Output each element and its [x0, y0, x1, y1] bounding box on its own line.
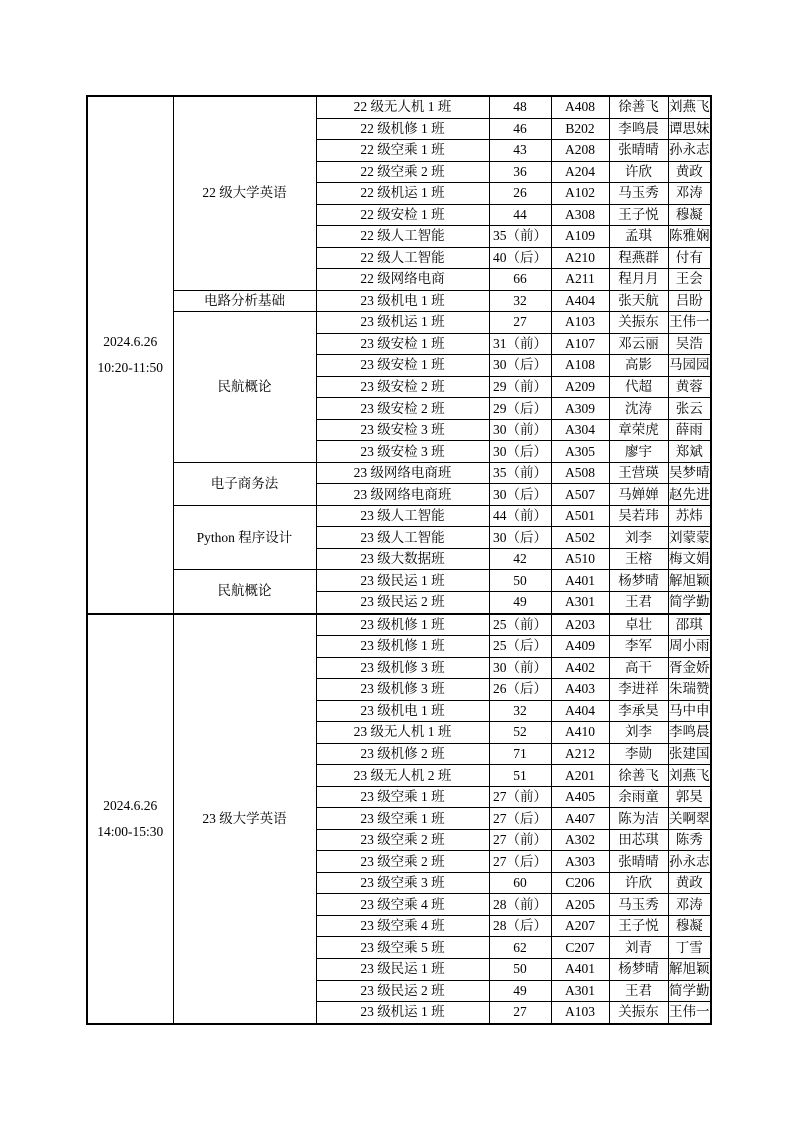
- proctor2-cell: 赵先进: [668, 484, 711, 506]
- room-cell: A209: [551, 376, 609, 398]
- proctor1-cell: 马婵婵: [609, 484, 668, 506]
- table-row: [87, 96, 711, 118]
- class-cell: 23 级空乘 2 班: [316, 829, 489, 851]
- student-count-cell: 40（后）: [489, 247, 551, 269]
- room-cell: A107: [551, 333, 609, 355]
- student-count-cell: 25（后）: [489, 636, 551, 658]
- room-cell: C207: [551, 937, 609, 959]
- student-count-cell: 49: [489, 591, 551, 613]
- room-cell: A408: [551, 96, 609, 118]
- proctor2-cell: 郑斌: [668, 441, 711, 463]
- proctor1-cell: 廖宇: [609, 441, 668, 463]
- proctor1-cell: 沈涛: [609, 398, 668, 420]
- proctor1-cell: 李鸣晨: [609, 118, 668, 140]
- room-cell: A210: [551, 247, 609, 269]
- room-cell: A305: [551, 441, 609, 463]
- student-count-cell: 30（前）: [489, 419, 551, 441]
- proctor1-cell: 张晴晴: [609, 851, 668, 873]
- room-cell: A108: [551, 355, 609, 377]
- exam-schedule-page: [86, 95, 712, 1025]
- class-cell: 23 级安检 3 班: [316, 441, 489, 463]
- student-count-cell: 42: [489, 548, 551, 570]
- student-count-cell: 29（前）: [489, 376, 551, 398]
- room-cell: A510: [551, 548, 609, 570]
- student-count-cell: 30（后）: [489, 527, 551, 549]
- proctor1-cell: 陈为洁: [609, 808, 668, 830]
- class-cell: 22 级人工智能: [316, 247, 489, 269]
- subject-cell: 22 级大学英语: [173, 96, 316, 290]
- class-cell: 23 级机修 1 班: [316, 636, 489, 658]
- proctor2-cell: 解旭颖: [668, 570, 711, 592]
- proctor1-cell: 李勋: [609, 743, 668, 765]
- student-count-cell: 66: [489, 269, 551, 291]
- class-cell: 23 级人工智能: [316, 527, 489, 549]
- room-cell: A404: [551, 290, 609, 312]
- room-cell: A309: [551, 398, 609, 420]
- student-count-cell: 27（前）: [489, 786, 551, 808]
- proctor2-cell: 吴梦晴: [668, 462, 711, 484]
- exam-date-cell: [87, 96, 173, 614]
- exam-time: 10:20-11:50: [97, 359, 163, 375]
- proctor1-cell: 刘李: [609, 722, 668, 744]
- class-cell: 23 级机修 2 班: [316, 743, 489, 765]
- proctor2-cell: 邓涛: [668, 894, 711, 916]
- student-count-cell: 52: [489, 722, 551, 744]
- room-cell: A502: [551, 527, 609, 549]
- room-cell: B202: [551, 118, 609, 140]
- room-cell: A301: [551, 980, 609, 1002]
- proctor1-cell: 刘李: [609, 527, 668, 549]
- proctor2-cell: 简学勤: [668, 591, 711, 613]
- student-count-cell: 27: [489, 1002, 551, 1024]
- subject-cell: 电子商务法: [173, 462, 316, 505]
- class-cell: 23 级机电 1 班: [316, 700, 489, 722]
- proctor1-cell: 关振东: [609, 312, 668, 334]
- proctor2-cell: 王会: [668, 269, 711, 291]
- proctor2-cell: 陈秀: [668, 829, 711, 851]
- proctor1-cell: 许欣: [609, 872, 668, 894]
- class-cell: 23 级民运 1 班: [316, 570, 489, 592]
- proctor2-cell: 张建国: [668, 743, 711, 765]
- class-cell: 23 级安检 1 班: [316, 333, 489, 355]
- student-count-cell: 44（前）: [489, 505, 551, 527]
- room-cell: A203: [551, 614, 609, 636]
- class-cell: 23 级机运 1 班: [316, 1002, 489, 1024]
- class-cell: 22 级空乘 1 班: [316, 140, 489, 162]
- class-cell: 23 级机运 1 班: [316, 312, 489, 334]
- class-cell: 22 级无人机 1 班: [316, 96, 489, 118]
- proctor1-cell: 关振东: [609, 1002, 668, 1024]
- proctor2-cell: 梅文娟: [668, 548, 711, 570]
- student-count-cell: 50: [489, 570, 551, 592]
- student-count-cell: 62: [489, 937, 551, 959]
- exam-date-cell: [87, 614, 173, 1024]
- proctor2-cell: 周小雨: [668, 636, 711, 658]
- proctor1-cell: 张晴晴: [609, 140, 668, 162]
- proctor2-cell: 陈雅娴: [668, 226, 711, 248]
- proctor1-cell: 孟琪: [609, 226, 668, 248]
- room-cell: A508: [551, 462, 609, 484]
- room-cell: A304: [551, 419, 609, 441]
- exam-time: 14:00-15:30: [97, 823, 164, 839]
- student-count-cell: 27（后）: [489, 851, 551, 873]
- class-cell: 22 级安检 1 班: [316, 204, 489, 226]
- proctor2-cell: 穆凝: [668, 915, 711, 937]
- proctor2-cell: 黄政: [668, 161, 711, 183]
- proctor1-cell: 马玉秀: [609, 183, 668, 205]
- student-count-cell: 35（前）: [489, 462, 551, 484]
- room-cell: A211: [551, 269, 609, 291]
- proctor2-cell: 关啊翠: [668, 808, 711, 830]
- table-row: [87, 570, 711, 592]
- proctor2-cell: 张云: [668, 398, 711, 420]
- proctor2-cell: 王伟一: [668, 1002, 711, 1024]
- subject-cell: Python 程序设计: [173, 505, 316, 570]
- class-cell: 23 级机修 3 班: [316, 657, 489, 679]
- student-count-cell: 35（前）: [489, 226, 551, 248]
- proctor1-cell: 章荣虎: [609, 419, 668, 441]
- room-cell: A501: [551, 505, 609, 527]
- proctor1-cell: 杨梦晴: [609, 959, 668, 981]
- class-cell: 23 级大数据班: [316, 548, 489, 570]
- class-cell: 23 级机修 1 班: [316, 614, 489, 636]
- room-cell: A205: [551, 894, 609, 916]
- class-cell: 23 级机电 1 班: [316, 290, 489, 312]
- proctor2-cell: 孙永志: [668, 851, 711, 873]
- room-cell: A404: [551, 700, 609, 722]
- proctor2-cell: 穆凝: [668, 204, 711, 226]
- proctor1-cell: 王子悦: [609, 915, 668, 937]
- student-count-cell: 25（前）: [489, 614, 551, 636]
- proctor2-cell: 解旭颖: [668, 959, 711, 981]
- room-cell: A302: [551, 829, 609, 851]
- class-cell: 23 级空乘 1 班: [316, 808, 489, 830]
- proctor1-cell: 李承昊: [609, 700, 668, 722]
- proctor1-cell: 杨梦晴: [609, 570, 668, 592]
- proctor1-cell: 王子悦: [609, 204, 668, 226]
- class-cell: 23 级民运 1 班: [316, 959, 489, 981]
- room-cell: A301: [551, 591, 609, 613]
- proctor2-cell: 丁雪: [668, 937, 711, 959]
- student-count-cell: 51: [489, 765, 551, 787]
- proctor2-cell: 吴浩: [668, 333, 711, 355]
- student-count-cell: 31（前）: [489, 333, 551, 355]
- class-cell: 23 级安检 2 班: [316, 376, 489, 398]
- proctor2-cell: 黄蓉: [668, 376, 711, 398]
- proctor2-cell: 孙永志: [668, 140, 711, 162]
- proctor1-cell: 李军: [609, 636, 668, 658]
- room-cell: A212: [551, 743, 609, 765]
- proctor1-cell: 程燕群: [609, 247, 668, 269]
- room-cell: A407: [551, 808, 609, 830]
- student-count-cell: 26: [489, 183, 551, 205]
- student-count-cell: 48: [489, 96, 551, 118]
- subject-cell: 民航概论: [173, 570, 316, 614]
- class-cell: 23 级人工智能: [316, 505, 489, 527]
- proctor2-cell: 王伟一: [668, 312, 711, 334]
- proctor1-cell: 邓云丽: [609, 333, 668, 355]
- class-cell: 22 级机运 1 班: [316, 183, 489, 205]
- student-count-cell: 50: [489, 959, 551, 981]
- class-cell: 23 级民运 2 班: [316, 980, 489, 1002]
- room-cell: A201: [551, 765, 609, 787]
- student-count-cell: 27（后）: [489, 808, 551, 830]
- class-cell: 23 级网络电商班: [316, 462, 489, 484]
- proctor2-cell: 薛雨: [668, 419, 711, 441]
- class-cell: 23 级空乘 2 班: [316, 851, 489, 873]
- room-cell: A507: [551, 484, 609, 506]
- table-row: [87, 290, 711, 312]
- student-count-cell: 27（前）: [489, 829, 551, 851]
- class-cell: 23 级空乘 5 班: [316, 937, 489, 959]
- room-cell: C206: [551, 872, 609, 894]
- exam-date: 2024.6.26: [103, 798, 158, 814]
- proctor1-cell: 高影: [609, 355, 668, 377]
- proctor1-cell: 张天航: [609, 290, 668, 312]
- proctor2-cell: 刘燕飞: [668, 765, 711, 787]
- proctor1-cell: 余雨童: [609, 786, 668, 808]
- proctor2-cell: 谭思妹: [668, 118, 711, 140]
- proctor1-cell: 卓壮: [609, 614, 668, 636]
- student-count-cell: 49: [489, 980, 551, 1002]
- room-cell: A103: [551, 312, 609, 334]
- student-count-cell: 30（后）: [489, 441, 551, 463]
- class-cell: 23 级安检 1 班: [316, 355, 489, 377]
- room-cell: A308: [551, 204, 609, 226]
- table-row: [87, 462, 711, 484]
- student-count-cell: 27: [489, 312, 551, 334]
- proctor2-cell: 邵琪: [668, 614, 711, 636]
- class-cell: 23 级无人机 2 班: [316, 765, 489, 787]
- class-cell: 23 级空乘 4 班: [316, 915, 489, 937]
- student-count-cell: 28（后）: [489, 915, 551, 937]
- room-cell: A204: [551, 161, 609, 183]
- subject-cell: 民航概论: [173, 312, 316, 463]
- class-cell: 22 级人工智能: [316, 226, 489, 248]
- room-cell: A109: [551, 226, 609, 248]
- proctor1-cell: 马玉秀: [609, 894, 668, 916]
- class-cell: 23 级民运 2 班: [316, 591, 489, 613]
- proctor1-cell: 田芯琪: [609, 829, 668, 851]
- room-cell: A102: [551, 183, 609, 205]
- table-row: [87, 312, 711, 334]
- student-count-cell: 30（后）: [489, 355, 551, 377]
- proctor2-cell: 刘蒙蒙: [668, 527, 711, 549]
- proctor2-cell: 马中申: [668, 700, 711, 722]
- exam-date: 2024.6.26: [103, 334, 158, 350]
- proctor2-cell: 郭昊: [668, 786, 711, 808]
- class-cell: 23 级机修 3 班: [316, 679, 489, 701]
- proctor1-cell: 王榕: [609, 548, 668, 570]
- proctor2-cell: 苏炜: [668, 505, 711, 527]
- proctor1-cell: 吴若玮: [609, 505, 668, 527]
- room-cell: A402: [551, 657, 609, 679]
- class-cell: 23 级空乘 4 班: [316, 894, 489, 916]
- class-cell: 23 级安检 3 班: [316, 419, 489, 441]
- room-cell: A409: [551, 636, 609, 658]
- class-cell: 23 级安检 2 班: [316, 398, 489, 420]
- class-cell: 22 级空乘 2 班: [316, 161, 489, 183]
- proctor1-cell: 王君: [609, 591, 668, 613]
- room-cell: A403: [551, 679, 609, 701]
- proctor2-cell: 简学勤: [668, 980, 711, 1002]
- class-cell: 23 级空乘 1 班: [316, 786, 489, 808]
- proctor1-cell: 刘青: [609, 937, 668, 959]
- student-count-cell: 32: [489, 700, 551, 722]
- student-count-cell: 28（前）: [489, 894, 551, 916]
- student-count-cell: 32: [489, 290, 551, 312]
- student-count-cell: 29（后）: [489, 398, 551, 420]
- class-cell: 22 级机修 1 班: [316, 118, 489, 140]
- class-cell: 22 级网络电商: [316, 269, 489, 291]
- class-cell: 23 级无人机 1 班: [316, 722, 489, 744]
- proctor1-cell: 徐善飞: [609, 96, 668, 118]
- proctor2-cell: 黄政: [668, 872, 711, 894]
- student-count-cell: 46: [489, 118, 551, 140]
- proctor1-cell: 程月月: [609, 269, 668, 291]
- student-count-cell: 43: [489, 140, 551, 162]
- proctor1-cell: 徐善飞: [609, 765, 668, 787]
- proctor1-cell: 高干: [609, 657, 668, 679]
- proctor2-cell: 李鸣晨: [668, 722, 711, 744]
- proctor1-cell: 李进祥: [609, 679, 668, 701]
- student-count-cell: 30（前）: [489, 657, 551, 679]
- exam-table-body: [87, 96, 711, 1024]
- proctor1-cell: 王君: [609, 980, 668, 1002]
- room-cell: A401: [551, 570, 609, 592]
- room-cell: A410: [551, 722, 609, 744]
- proctor1-cell: 代超: [609, 376, 668, 398]
- proctor2-cell: 邓涛: [668, 183, 711, 205]
- student-count-cell: 60: [489, 872, 551, 894]
- room-cell: A401: [551, 959, 609, 981]
- student-count-cell: 44: [489, 204, 551, 226]
- table-row: [87, 505, 711, 527]
- student-count-cell: 71: [489, 743, 551, 765]
- student-count-cell: 26（后）: [489, 679, 551, 701]
- room-cell: A303: [551, 851, 609, 873]
- proctor2-cell: 刘燕飞: [668, 96, 711, 118]
- proctor1-cell: 许欣: [609, 161, 668, 183]
- class-cell: 23 级空乘 3 班: [316, 872, 489, 894]
- exam-schedule-table: [86, 95, 712, 1025]
- class-cell: 23 级网络电商班: [316, 484, 489, 506]
- proctor1-cell: 王营瑛: [609, 462, 668, 484]
- student-count-cell: 30（后）: [489, 484, 551, 506]
- table-row: [87, 614, 711, 636]
- proctor2-cell: 吕盼: [668, 290, 711, 312]
- room-cell: A207: [551, 915, 609, 937]
- proctor2-cell: 付有: [668, 247, 711, 269]
- proctor2-cell: 胥金娇: [668, 657, 711, 679]
- proctor2-cell: 朱瑞赞: [668, 679, 711, 701]
- proctor2-cell: 马园园: [668, 355, 711, 377]
- subject-cell: 23 级大学英语: [173, 614, 316, 1024]
- room-cell: A208: [551, 140, 609, 162]
- room-cell: A103: [551, 1002, 609, 1024]
- subject-cell: 电路分析基础: [173, 290, 316, 312]
- student-count-cell: 36: [489, 161, 551, 183]
- room-cell: A405: [551, 786, 609, 808]
